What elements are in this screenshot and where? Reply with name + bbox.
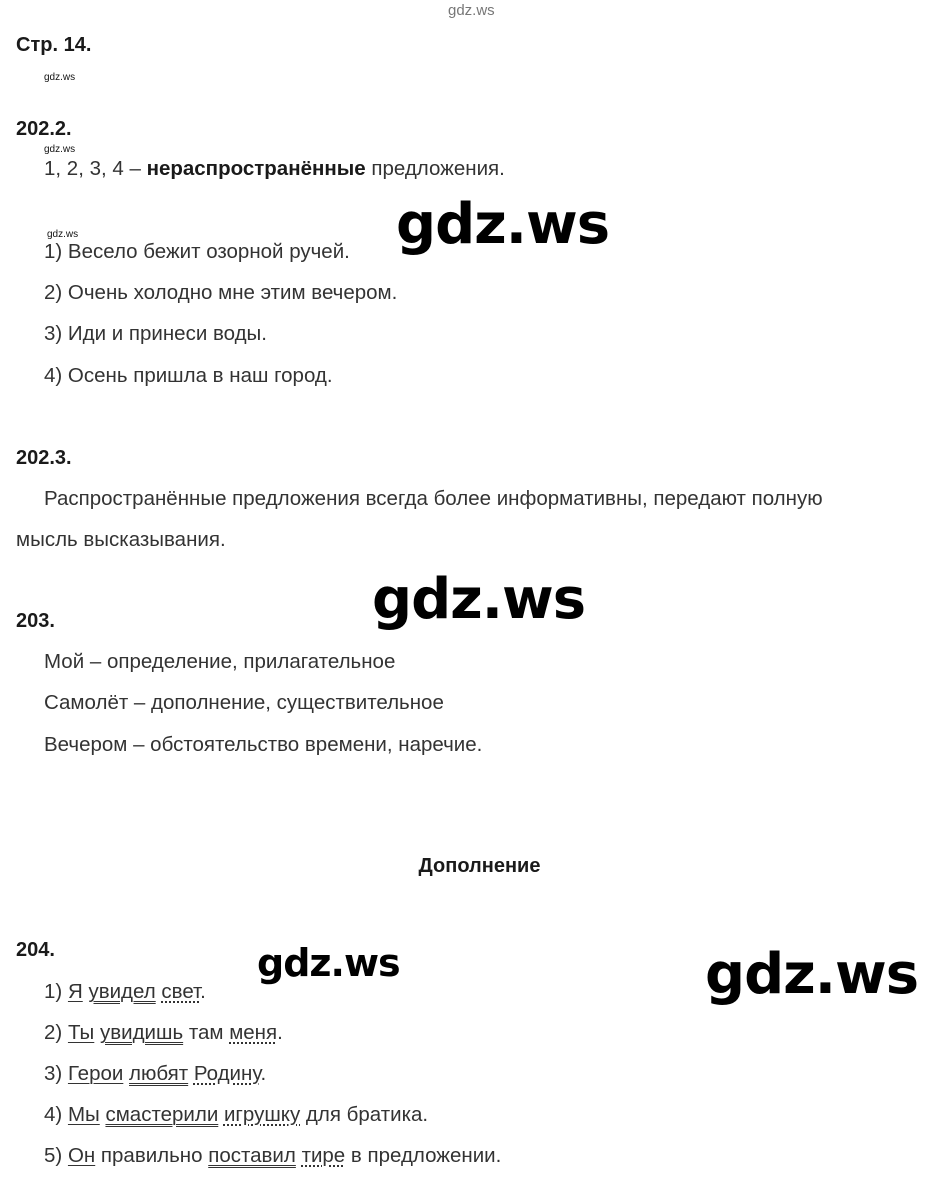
page-label: Стр. 14.: [16, 34, 92, 56]
underlined-word: игрушку: [223, 1103, 301, 1126]
list-item: 4) Осень пришла в наш город.: [44, 364, 333, 387]
sentence-fragment: .: [200, 980, 206, 1003]
underlined-word: Герои: [67, 1062, 124, 1085]
intro-line: [44, 157, 505, 181]
underlined-word: смастерили: [105, 1103, 219, 1126]
sentence-fragment: в предложении.: [345, 1144, 502, 1167]
section-subtitle: Дополнение: [418, 855, 541, 877]
sentence-fragment: 4): [44, 1103, 68, 1126]
list-item: [44, 1062, 266, 1086]
sentence-fragment: 1): [44, 980, 68, 1003]
watermark-top: gdz.ws: [448, 2, 495, 19]
sentence-fragment: .: [277, 1021, 283, 1044]
sentence-fragment: там: [183, 1021, 230, 1044]
list-item: [44, 1021, 283, 1045]
list-item: [44, 1103, 428, 1127]
underlined-word: тире: [301, 1144, 346, 1167]
sentence-fragment: 2): [44, 1021, 68, 1044]
paragraph-line: мысль высказывания.: [16, 528, 226, 551]
watermark-large: gdz.ws: [257, 941, 400, 985]
list-item: [44, 1144, 501, 1168]
watermark-small: gdz.ws: [44, 72, 76, 83]
section-heading-203: 203.: [16, 610, 55, 632]
list-item: 2) Очень холодно мне этим вечером.: [44, 281, 398, 304]
section-heading-202-3: 202.3.: [16, 447, 72, 469]
underlined-word: Ты: [67, 1021, 95, 1044]
underlined-word: увидишь: [100, 1021, 184, 1044]
underlined-word: Я: [67, 980, 83, 1003]
list-item: Мой – определение, прилагательное: [44, 650, 396, 673]
section-heading-202-2: 202.2.: [16, 118, 72, 140]
watermark-large: gdz.ws: [705, 942, 919, 1007]
list-item: [44, 980, 206, 1004]
watermark-large: gdz.ws: [396, 192, 610, 257]
list-item: Самолёт – дополнение, существительное: [44, 691, 444, 714]
underlined-word: поставил: [208, 1144, 296, 1167]
list-item: Вечером – обстоятельство времени, наречие.: [44, 733, 483, 756]
watermark-small: gdz.ws: [44, 144, 76, 155]
sentence-fragment: для братика.: [300, 1103, 429, 1126]
list-item: 3) Иди и принеси воды.: [44, 322, 267, 345]
underlined-word: Мы: [67, 1103, 100, 1126]
underlined-word: меня: [229, 1021, 278, 1044]
sentence-fragment: 5): [44, 1144, 68, 1167]
sentence-fragment: правильно: [95, 1144, 209, 1167]
underlined-word: Родину: [193, 1062, 261, 1085]
sentence-fragment: 3): [44, 1062, 68, 1085]
underlined-word: Он: [67, 1144, 96, 1167]
list-item: 1) Весело бежит озорной ручей.: [44, 240, 350, 263]
intro-prefix: 1, 2, 3, 4 –: [44, 157, 147, 180]
intro-suffix: предложения.: [365, 157, 505, 180]
underlined-word: увидел: [88, 980, 156, 1003]
paragraph-line: Распространённые предложения всегда более информативны, передают полную: [44, 487, 823, 510]
sentence-fragment: .: [260, 1062, 267, 1085]
intro-bold: нераспространённые: [146, 157, 366, 180]
underlined-word: свет: [161, 980, 201, 1003]
watermark-large: gdz.ws: [372, 567, 586, 632]
section-heading-204: 204.: [16, 939, 55, 961]
watermark-small: gdz.ws: [47, 229, 79, 240]
underlined-word: любят: [129, 1062, 189, 1085]
